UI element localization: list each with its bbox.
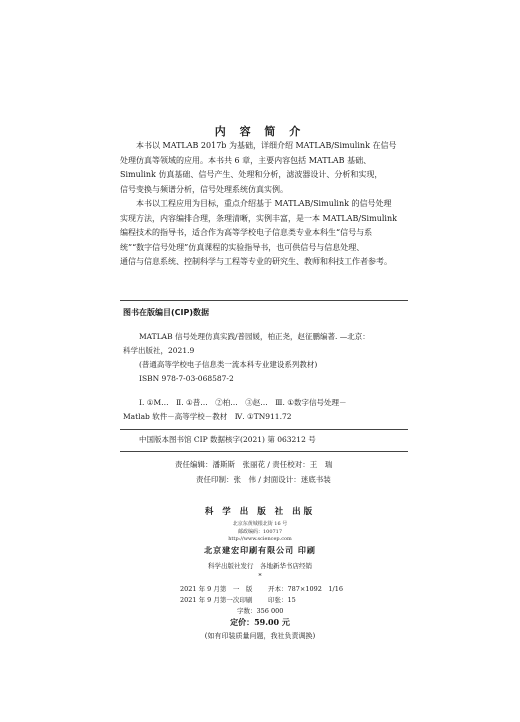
summary-p2-line: 编程技术的指导书，适合作为高等学校电子信息类专业本科生“信号与系 — [120, 228, 373, 237]
cip-line: MATLAB 信号处理仿真实践/普园媛，柏正尧，赵征鹏编著. —北京： — [139, 332, 370, 341]
summary-p1-line: 信号变换与频谱分析，信号处理系统仿真实例。 — [120, 184, 288, 194]
cip-line: ISBN 978-7-03-068587-2 — [139, 374, 234, 383]
quality-note: (如有印装质量问题，我社负责调换) — [204, 632, 316, 640]
cip-number-row — [123, 433, 408, 447]
printing-text: 2021 年 9 月第一次印刷 — [180, 596, 253, 604]
distribution-info: 科学出版社发行 各地新华书店经销 — [208, 562, 312, 570]
cip-heading: 图书在版编目(CIP)数据 — [123, 308, 210, 317]
cip-mid-rule — [120, 429, 408, 430]
edition-row — [180, 584, 343, 593]
publisher-name: 科 学 出 版 社 出版 — [204, 507, 316, 517]
wordcount-text: 字数：356 000 — [237, 607, 284, 615]
summary-p2-line: 统”“数字信号处理”仿真课程的实验指导书，也可供信号与信息处理、 — [120, 242, 365, 252]
star-separator: * — [258, 572, 262, 580]
production-credits: 责任印制：张 伟 / 封面设计：迷底书装 — [196, 475, 331, 484]
summary-paragraph-1 — [120, 139, 408, 197]
printer-name: 北京建宏印刷有限公司 印刷 — [204, 545, 316, 555]
summary-p1-line: Simulink 仿真基础、信号产生、处理和分析，滤波器设计、分析和实现， — [120, 170, 383, 179]
cip-number: 中国版本图书馆 CIP 数据核字(2021) 第 063212 号 — [139, 435, 316, 444]
publisher-website: http://www.sciencep.com — [228, 536, 292, 542]
sheets-text: 印张：15 — [268, 596, 296, 604]
cip-line: Ⅰ. ①M… Ⅱ. ①普… ②柏… ③赵… Ⅲ. ①数字信号处理－ — [139, 398, 347, 407]
format-text: 开本：787×1092 1/16 — [268, 585, 343, 593]
edition-text: 2021 年 9 月第 一 版 — [180, 585, 253, 593]
wordcount-row — [237, 606, 283, 615]
summary-p2-line: 通信与信息系统、控制科学与工程等专业的研究生、教师和科技工作者参考。 — [120, 257, 392, 266]
cip-record — [123, 330, 408, 424]
cip-line — [123, 386, 408, 396]
cip-bottom-rule — [120, 451, 408, 452]
summary-p2-line: 本书以工程应用为目标，重点介绍基于 MATLAB/Simulink 的信号处理 — [136, 199, 392, 208]
cip-top-rule — [120, 300, 408, 301]
summary-p1-line: 本书以 MATLAB 2017b 为基础，详细介绍 MATLAB/Simulink 在信号 — [136, 141, 397, 150]
summary-title: 内 容 简 介 — [214, 125, 306, 138]
printing-row — [180, 595, 296, 604]
summary-paragraph-2 — [120, 197, 408, 270]
publisher-address: 北京东黄城根北街 16 号 — [232, 521, 288, 527]
publisher-postcode: 邮政编码：100717 — [237, 529, 283, 535]
summary-p2-line: 实现方法，内容编排合理，条理清晰，实例丰富，是一本 MATLAB/Simulink — [120, 213, 397, 223]
cip-line: (普通高等学校电子信息类一流本科专业建设系列教材) — [139, 360, 318, 369]
summary-p1-line: 处理仿真等领域的应用。本书共 6 章，主要内容包括 MATLAB 基础、 — [120, 155, 372, 165]
cip-line: 科学出版社，2021.9 — [123, 346, 195, 355]
price: 定价：59.00 元 — [230, 617, 290, 627]
editor-credits: 责任编辑：潘斯斯 张丽花 / 责任校对：王 瑞 — [175, 460, 333, 469]
cip-line: Matlab 软件－高等学校－教材 Ⅳ. ①TN911.72 — [123, 412, 292, 421]
